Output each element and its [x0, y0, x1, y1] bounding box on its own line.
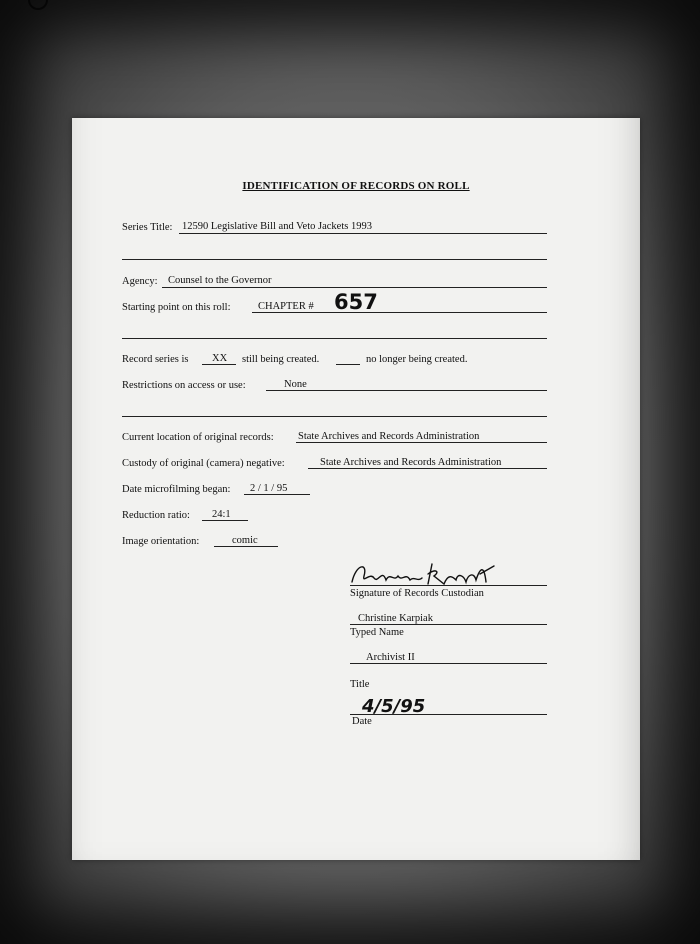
date-began-line	[244, 494, 310, 495]
location-label: Current location of original records:	[122, 432, 274, 443]
starting-point-line-2	[122, 338, 547, 339]
custody-label: Custody of original (camera) negative:	[122, 458, 285, 469]
starting-point-handwritten: 657	[334, 290, 378, 314]
form-title: IDENTIFICATION OF RECORDS ON ROLL	[242, 180, 470, 192]
starting-point-line	[252, 312, 547, 313]
reduction-line	[202, 520, 248, 521]
typed-name-value: Christine Karpiak	[358, 613, 433, 624]
date-caption: Date	[352, 716, 372, 727]
date-line	[350, 714, 547, 715]
signature-caption: Signature of Records Custodian	[350, 588, 484, 599]
series-title-value: 12590 Legislative Bill and Veto Jackets 1993	[182, 221, 372, 232]
orientation-line	[214, 546, 278, 547]
starting-point-label: Starting point on this roll:	[122, 302, 231, 313]
reduction-value: 24:1	[212, 509, 231, 520]
film-corner-mark	[28, 0, 48, 10]
no-longer-label: no longer being created.	[366, 354, 468, 365]
custody-value: State Archives and Records Administration	[320, 457, 502, 468]
date-handwritten: 4/5/95	[362, 696, 426, 717]
date-began-label: Date microfilming began:	[122, 484, 231, 495]
record-series-mark: XX	[212, 353, 228, 364]
agency-value: Counsel to the Governor	[168, 275, 272, 286]
restrictions-label: Restrictions on access or use:	[122, 380, 246, 391]
typed-name-line	[350, 624, 547, 625]
series-title-line	[179, 233, 547, 234]
agency-line	[162, 287, 547, 288]
restrictions-line	[266, 390, 547, 391]
date-began-value: 2 / 1 / 95	[250, 483, 288, 494]
restrictions-value: None	[284, 379, 307, 390]
signature-line	[350, 585, 547, 586]
agency-label: Agency:	[122, 276, 158, 287]
custody-line	[308, 468, 547, 469]
starting-point-value: CHAPTER #	[258, 301, 314, 312]
title-value: Archivist II	[366, 652, 415, 663]
still-created-blank	[202, 364, 236, 365]
location-line	[296, 442, 547, 443]
form-sheet	[72, 118, 640, 860]
series-title-line-2	[122, 259, 547, 260]
typed-name-caption: Typed Name	[350, 627, 404, 638]
record-series-label: Record series is	[122, 354, 189, 365]
no-longer-blank	[336, 364, 360, 365]
orientation-value: comic	[232, 535, 258, 546]
title-caption: Title	[350, 679, 370, 690]
series-title-label: Series Title:	[122, 222, 173, 233]
reduction-label: Reduction ratio:	[122, 510, 190, 521]
title-line	[350, 663, 547, 664]
location-value: State Archives and Records Administration	[298, 431, 480, 442]
orientation-label: Image orientation:	[122, 536, 200, 547]
restrictions-line-2	[122, 416, 547, 417]
still-created-label: still being created.	[242, 354, 320, 365]
